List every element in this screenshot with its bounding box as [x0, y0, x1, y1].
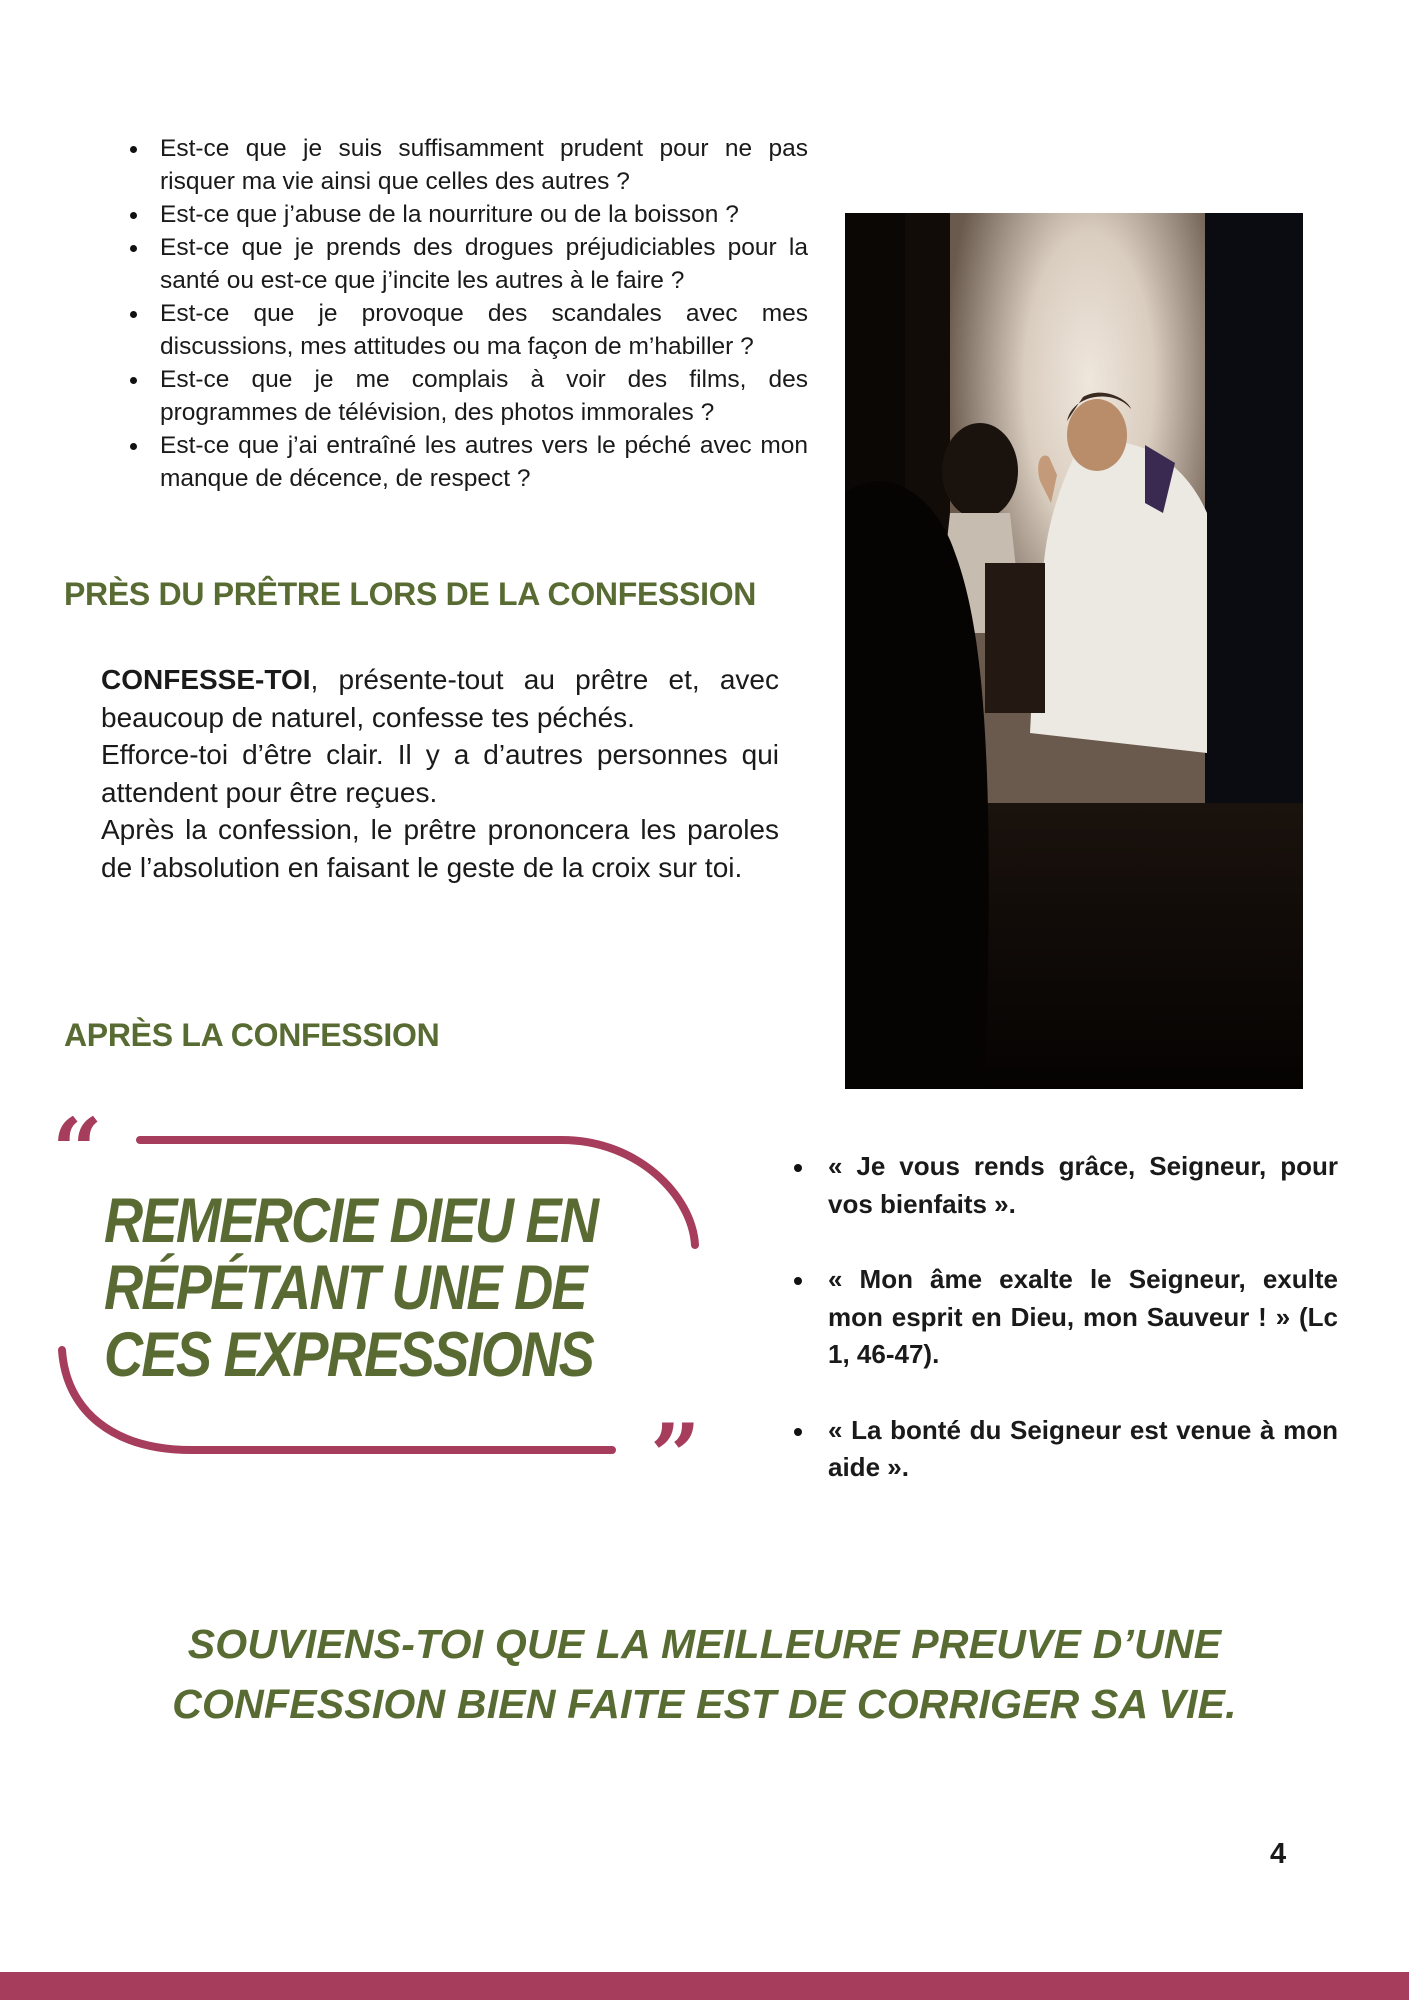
- list-item: « La bonté du Seigneur est venue à mon aide ».: [790, 1412, 1338, 1487]
- pull-quote: REMERCIE DIEU EN RÉPÉTANT UNE DE CES EXPRESSIONS: [104, 1186, 598, 1390]
- list-item: Est-ce que je me complais à voir des films, des programmes de télévision, des photos immorales ?: [130, 363, 808, 429]
- confess-lead: CONFESSE-TOI: [101, 664, 311, 695]
- open-quote-icon: “: [52, 1098, 103, 1202]
- list-item: Est-ce que j’abuse de la nourriture ou de la boisson ?: [130, 198, 808, 231]
- section-heading-after-confession: APRÈS LA CONFESSION: [64, 1017, 440, 1053]
- confession-instructions: [101, 661, 779, 886]
- list-item: Est-ce que j’ai entraîné les autres vers le péché avec mon manque de décence, de respect ?: [130, 429, 808, 495]
- page-number: 4: [1270, 1838, 1287, 1870]
- priest-confession-photo: [845, 213, 1303, 1089]
- confession-paragraph-1-text: , présente-tout au prêtre et, avec beaucoup de naturel, confesse tes péchés.: [101, 664, 779, 733]
- closing-statement: SOUVIENS-TOI QUE LA MEILLEURE PREUVE D’UNE CONFESSION BIEN FAITE EST DE CORRIGER SA VIE.: [172, 1621, 1237, 1727]
- list-item: Est-ce que je suis suffisamment prudent pour ne pas risquer ma vie ainsi que celles des autres ?: [130, 132, 808, 198]
- confession-paragraph-3: Après la confession, le prêtre prononcera les paroles de l’absolution en faisant le geste de la croix sur toi.: [101, 814, 779, 883]
- footer-band: [0, 1972, 1409, 2000]
- list-item: « Mon âme exalte le Seigneur, exulte mon esprit en Dieu, mon Sauveur ! » (Lc 1, 46-47).: [790, 1261, 1338, 1374]
- list-item: Est-ce que je provoque des scandales avec mes discussions, mes attitudes ou ma façon de m’habiller ?: [130, 297, 808, 363]
- thanksgiving-expressions-list: [790, 1148, 1338, 1525]
- examination-question-list: [130, 132, 808, 495]
- close-quote-icon: ”: [650, 1404, 701, 1508]
- confession-paragraph-1: [101, 661, 779, 736]
- confession-paragraph-2: Efforce-toi d’être clair. Il y a d’autres personnes qui attendent pour être reçues.: [101, 739, 779, 808]
- section-heading-confession: PRÈS DU PRÊTRE LORS DE LA CONFESSION: [64, 576, 757, 612]
- list-item: Est-ce que je prends des drogues préjudiciables pour la santé ou est-ce que j’incite les autres à le faire ?: [130, 231, 808, 297]
- list-item: « Je vous rends grâce, Seigneur, pour vos bienfaits ».: [790, 1148, 1338, 1223]
